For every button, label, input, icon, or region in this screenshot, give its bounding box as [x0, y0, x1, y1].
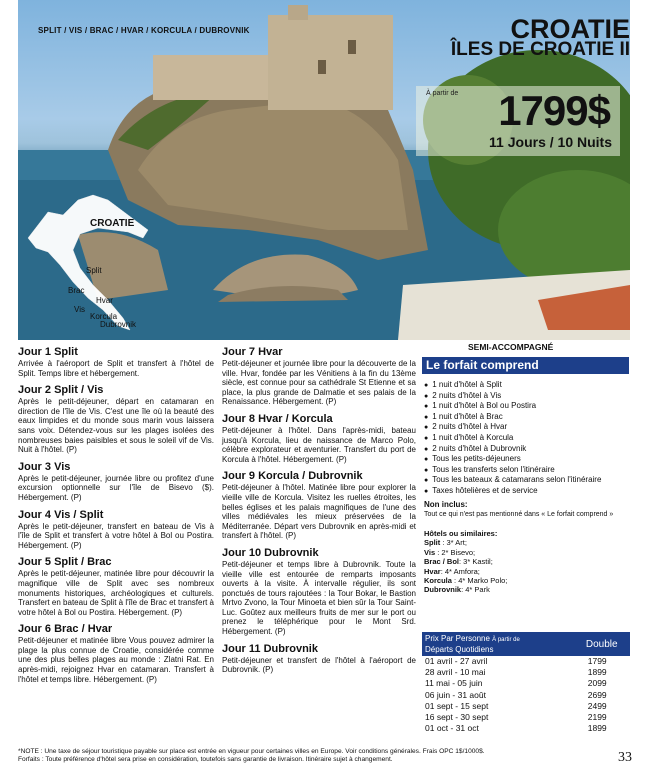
- price-from-label: À partir de: [426, 90, 459, 97]
- hotel-place: Hvar: [424, 566, 441, 576]
- price-value: 1799: [587, 656, 607, 666]
- day-title: Jour 10 Dubrovnik: [222, 546, 319, 559]
- day-title: Jour 3 Vis: [18, 460, 71, 473]
- itinerary-column-1: [18, 346, 214, 690]
- hotel-place: Split: [424, 538, 441, 548]
- day-text: Petit-déjeuner et transfert de l'hôtel à l'aéroport de Dubrovnik. (P): [222, 655, 416, 675]
- table-row: [422, 690, 630, 701]
- price-column-double: Double: [573, 632, 630, 656]
- map-label-korcula: Korcula: [90, 312, 118, 321]
- semi-accompagne-label: SEMI-ACCOMPAGNÉ: [468, 342, 554, 352]
- day-text: Après le petit-déjeuner, départ en catamaran en direction de l'île de Vis. C'est une île où la beauté des eaux limpides et du monde sous marin vous laissera sans voix. Détendez-vous sur les plages isolées des nombreuses baies paisibles et sous le soleil vif de Vis. Nuit à l'hôtel. (P): [18, 397, 214, 455]
- map-label-hvar: Hvar: [96, 296, 113, 305]
- day-title: Jour 5 Split / Brac: [18, 556, 112, 569]
- table-row: [422, 712, 630, 723]
- map-label-vis: Vis: [74, 305, 85, 314]
- hotel-name: : 3* Kastil;: [459, 557, 493, 567]
- duration-label: 11 Jours / 10 Nuits: [489, 134, 612, 150]
- hotel-place: Brac / Bol: [424, 557, 460, 567]
- day-text: Après le petit-déjeuner, matinée libre pour découvrir la magnifique ville de Split avec ses nombreux monuments historiques, archéologiques et culturels. Transfert en bateau de Split à l'île de Brac et transfert à votre hôtel à Bol ou Postira. Hébergement. (P): [18, 569, 215, 617]
- hotel-line: [424, 585, 634, 594]
- price-value: 1799$: [498, 87, 610, 134]
- map-label-dubrovnik: Dubrovnik: [100, 320, 137, 329]
- itinerary-day: [18, 461, 214, 503]
- price-dates: 28 avril - 10 mai: [425, 667, 486, 678]
- route-label: SPLIT / VIS / BRAC / HVAR / KORCULA / DUBROVNIK: [38, 26, 250, 35]
- itinerary-day: [18, 509, 214, 551]
- itinerary-day: [222, 470, 416, 541]
- map-label-split: Split: [86, 266, 102, 275]
- list-item: ● 1 nuit d'hôtel à Korcula: [424, 433, 630, 444]
- day-title: Jour 6 Brac / Hvar: [18, 623, 113, 636]
- table-row: [422, 701, 630, 712]
- day-text: Après le petit-déjeuner, journée libre ou profitez d'une excursion optionnelle sur l'île de Bisevo ($). Hébergement. (P): [18, 473, 214, 502]
- hotel-place: Vis: [424, 547, 436, 557]
- hotel-name: : 4* Amfora;: [440, 566, 480, 576]
- price-table: [422, 632, 630, 734]
- price-table-header: [422, 632, 573, 656]
- price-dates: 01 oct - 31 oct: [425, 723, 479, 734]
- page-subtitle: ÎLES DE CROATIE II: [450, 39, 630, 60]
- hotel-place: Korcula: [424, 576, 452, 586]
- footnote-line-1: *NOTE : Une taxe de séjour touristique payable sur place est entrée en vigueur pour certaines villes en Europe. Voir conditions générales. Frais OPC 1$/1000$.: [18, 748, 485, 755]
- price-value: 2099: [587, 678, 607, 689]
- forfait-list: [424, 380, 630, 497]
- hotel-line: [424, 538, 634, 547]
- list-item: ● 1 nuit d'hôtel à Bol ou Postira: [424, 401, 630, 412]
- page-number: 33: [618, 750, 632, 765]
- price-header-1: Prix Par Personne: [425, 634, 490, 643]
- itinerary-day: [18, 346, 214, 378]
- day-title: Jour 1 Split: [18, 346, 78, 358]
- footnote: [18, 748, 618, 764]
- day-title: Jour 11 Dubrovnik: [222, 642, 318, 655]
- hotel-name: : 4* Marko Polo;: [451, 576, 508, 586]
- price-value: 1899: [587, 667, 607, 678]
- non-inclus-title: Non inclus:: [424, 500, 468, 509]
- map-label-brac: Brac: [68, 286, 85, 295]
- itinerary-day: [18, 556, 214, 617]
- itinerary-day: [222, 547, 416, 637]
- day-text: Arrivée à l'aéroport de Split et transfert à l'hôtel de Split. Temps libre et hébergement.: [18, 359, 214, 378]
- non-inclus-text: Tout ce qui n'est pas mentionné dans « Le forfait comprend »: [424, 511, 614, 518]
- list-item: ● Taxes hôtelières et de service: [424, 486, 630, 497]
- price-dates: 16 sept - 30 sept: [425, 712, 489, 723]
- price-dates: 01 avril - 27 avril: [425, 656, 488, 666]
- day-text: Après le petit-déjeuner, transfert en bateau de Vis à l'île de Split et transfert à votre hôtel à Bol ou Postira. Hébergement. (P): [18, 521, 214, 550]
- day-text: Petit-déjeuner et temps libre à Dubrovnik. Toute la vieille ville est entourée de remparts imposants ouverts à la visite. À intervalle régulier, ils sont ponctués de tours rajoutées : la Tour Bokar, le Bastion Mrtvo Zvono, la Tour Minoeta et bien sûr la Tour Saint-Luc. Goûtez aux meilleurs fruits de mer sur le port ou prenez le téléphérique pour le Mont Srd. Hébergement. (P): [222, 559, 416, 637]
- list-item: ● 1 nuit d'hôtel à Brac: [424, 412, 630, 423]
- table-row: [422, 723, 630, 734]
- itinerary-day: [18, 623, 214, 684]
- list-item: ● 2 nuits d'hôtel à Hvar: [424, 422, 630, 433]
- non-inclus-section: [424, 500, 634, 519]
- price-dates: 06 juin - 31 août: [425, 689, 486, 700]
- itinerary-day: [222, 413, 416, 464]
- hotel-name: : 2* Bisevo;: [435, 547, 476, 557]
- day-title: Jour 9 Korcula / Dubrovnik: [222, 470, 363, 483]
- day-text: Petit-déjeuner à l'hôtel. Matinée libre pour explorer la vieille ville de Korcula. Visitez les ruelles étroites, les belles églises et les palais magnifiques de l'une des villes médiévales les mieux préservées de la Méditerranée. Départ vers Dubrovnik en après-midi et transfert à l'hôtel. (P): [222, 483, 416, 541]
- footnote-line-2: Forfaits : Toute préférence d'hôtel sera prise en considération, toutefois sans garantie de livraison. Itinéraire sujet à changement.: [18, 756, 393, 763]
- table-row: [422, 656, 630, 667]
- hotels-title: Hôtels ou similaires:: [424, 529, 498, 538]
- hotel-line: [424, 576, 634, 585]
- itinerary-day: [18, 384, 214, 455]
- list-item: ● 2 nuits d'hôtel à Vis: [424, 391, 630, 402]
- list-item: ● Tous les bateaux & catamarans selon l'itinéraire: [424, 475, 630, 486]
- hotel-place: Dubrovnik: [424, 585, 462, 595]
- forfait-heading: Le forfait comprend: [422, 357, 629, 374]
- day-title: Jour 4 Vis / Split: [18, 508, 104, 521]
- day-text: Petit-déjeuner et matinée libre Vous pouvez admirer la plage la plus connue de Croatie, considérée comme une des plus belles plages au monde : Zlatni Rat. En après-midi, rejoignez Hvar en catamaran. Transfert à l'hôtel et temps libre. Hébergement. (P): [18, 636, 214, 684]
- list-item: ● 2 nuits d'hôtel à Dubrovnik: [424, 444, 630, 455]
- price-dates: 01 sept - 15 sept: [425, 700, 489, 711]
- itinerary-column-2: [222, 346, 416, 681]
- list-item: ● 1 nuit d'hôtel à Split: [424, 380, 630, 391]
- price-dates: 11 mai - 05 juin: [425, 678, 483, 689]
- price-box: [416, 86, 620, 156]
- price-value: 2699: [587, 689, 607, 700]
- day-text: Petit-déjeuner à l'hôtel. Dans l'après-midi, bateau jusqu'à Korcula, lieu de naissance de Marco Polo, célèbre explorateur et aventurier. Transfert du port de Korcula à l'hôtel. Hébergement. (P): [222, 425, 416, 464]
- price-value: 2199: [587, 712, 607, 723]
- hotel-line: [424, 557, 634, 566]
- price-header-2: Départs Quotidiens: [425, 645, 494, 654]
- day-title: Jour 8 Hvar / Korcula: [222, 412, 333, 425]
- table-row: [422, 678, 630, 689]
- price-header-small: À partir de: [492, 637, 520, 643]
- hotels-section: [424, 529, 634, 595]
- day-title: Jour 7 Hvar: [222, 346, 283, 358]
- day-text: Petit-déjeuner et journée libre pour la découverte de la ville. Hvar, fondée par les Vénitiens à la fin du 13ème siècle, est connue pour sa cathédrale St Etienne et sa place, la plus grande de Dalmatie et ses palais de la Renaissance. Hébergement. (P): [222, 359, 416, 407]
- hotel-line: [424, 548, 634, 557]
- list-item: ● Tous les petits-déjeuners: [424, 454, 630, 465]
- map-title: CROATIE: [90, 218, 135, 229]
- itinerary-day: [222, 346, 416, 407]
- table-row: [422, 667, 630, 678]
- hotel-line: [424, 567, 634, 576]
- list-item: ● Tous les transferts selon l'itinéraire: [424, 465, 630, 476]
- hotel-name: : 4* Park: [461, 585, 490, 595]
- hotel-name: : 3* Art;: [440, 538, 467, 548]
- price-value: 1899: [587, 723, 607, 734]
- day-title: Jour 2 Split / Vis: [18, 384, 104, 397]
- page-title: CROATIE: [510, 14, 630, 44]
- price-value: 2499: [587, 700, 607, 711]
- itinerary-day: [222, 643, 416, 675]
